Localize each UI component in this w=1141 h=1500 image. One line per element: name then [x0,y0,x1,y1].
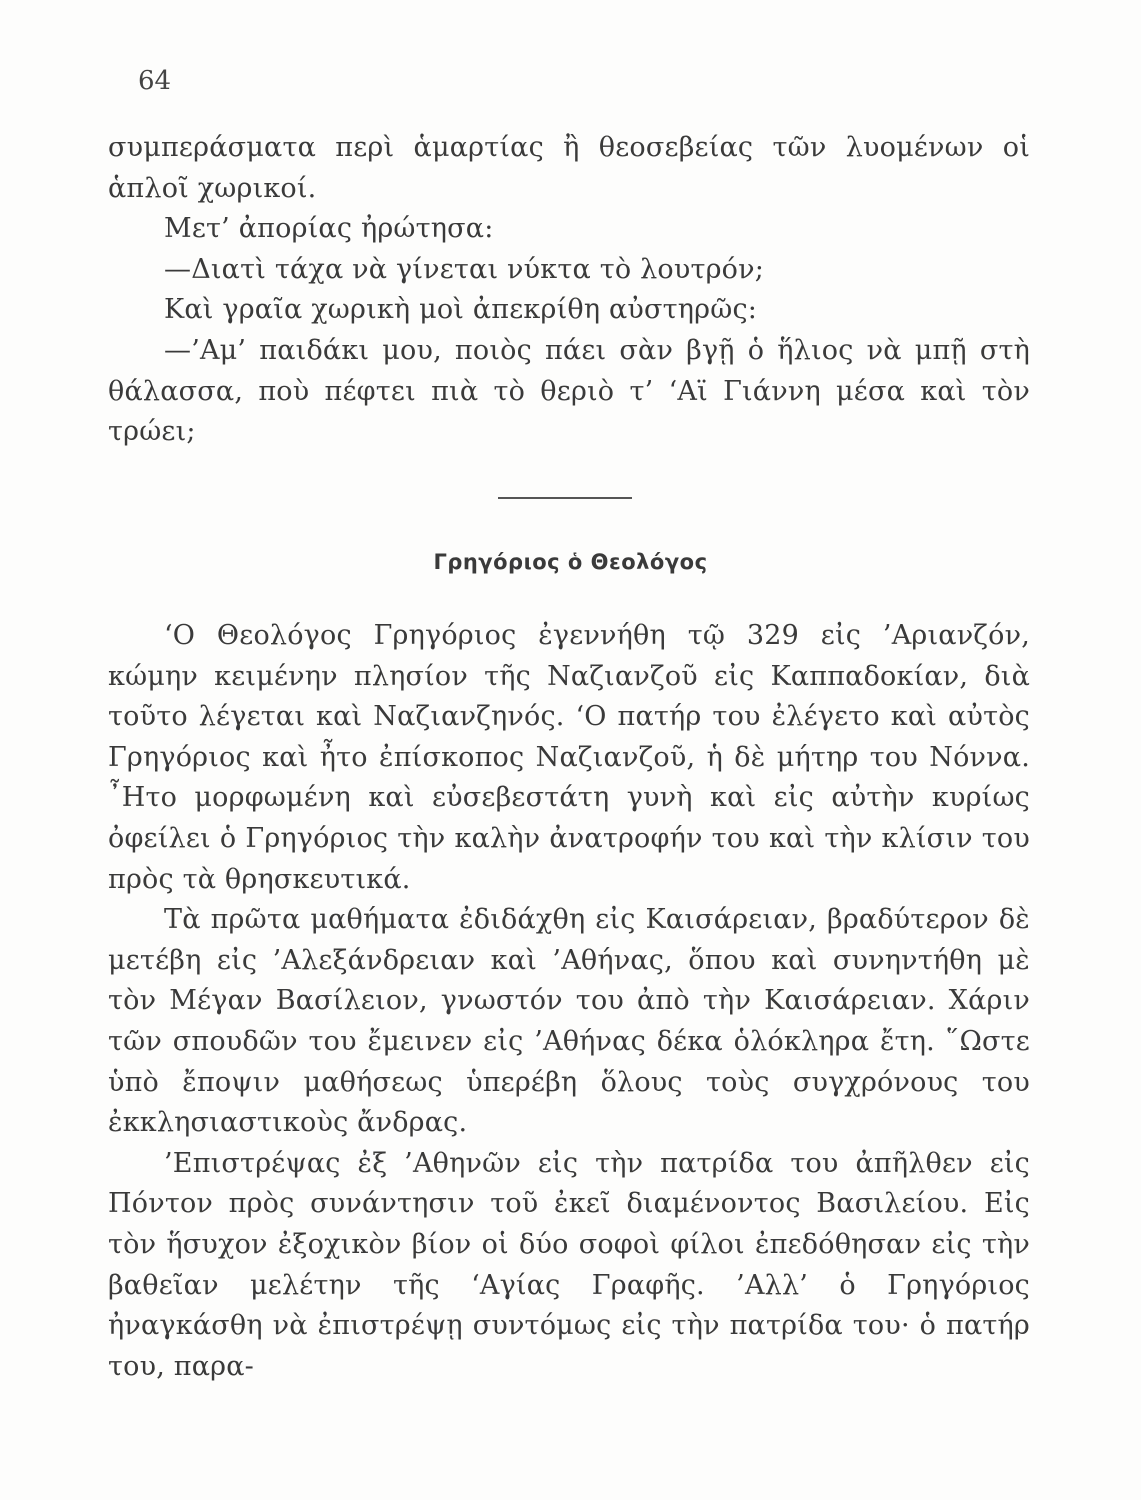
paragraph: —Διατὶ τάχα νὰ γίνεται νύκτα τὸ λουτρόν; [164,253,765,285]
paragraph: συμπεράσματα περὶ ἁμαρτίας ἢ θεοσεβείας τῶν λυομένων οἱ ἁπλοῖ χωρικοί. [108,132,1030,204]
page-number: 64 [138,66,172,96]
section-heading: Γρηγόριος ὁ Θεολόγος [433,550,708,574]
paragraph: Καὶ γραῖα χωρικὴ μοὶ ἀπεκρίθη αὐστηρῶς: [164,294,758,326]
lower-text-block [108,616,1030,1387]
paragraph: ’Επιστρέψας ἐξ ’Αθηνῶν εἰς τὴν πατρίδα του ἀπῆλθεν εἰς Πόντον πρὸς συνάντησιν τοῦ ἐκεῖ διαμένοντος Βασιλείου. Εἰς τὸν ἥσυχον ἐξοχικὸν βίον οἱ δύο σοφοὶ φίλοι ἐπεδόθησαν εἰς τὴν βαθεῖαν μελέτην τῆς ‘Αγίας Γραφῆς. ’Αλλ’ ὁ Γρηγόριος ἠναγκάσθη νὰ ἐπιστρέψῃ συντόμως εἰς τὴν πατρίδα του· ὁ πατήρ του, παρα- [108,1147,1030,1382]
upper-text-block [108,128,1030,453]
paragraph: Τὰ πρῶτα μαθήματα ἐδιδάχθη εἰς Καισάρειαν, βραδύτερον δὲ μετέβη εἰς ’Αλεξάνδρειαν καὶ ’Αθήνας, ὅπου καὶ συνηντήθη μὲ τὸν Μέγαν Βασίλειον, γνωστόν του ἀπὸ τὴν Καισάρειαν. Χάριν τῶν σπουδῶν του ἔμεινεν εἰς ’Αθήνας δέκα ὁλόκληρα ἔτη. ῞Ωστε ὑπὸ ἔποψιν μαθήσεως ὑπερέβη ὅλους τοὺς συγχρόνους του ἐκκλησιαστικοὺς ἄνδρας. [108,904,1030,1139]
paragraph: —’Αμ’ παιδάκι μου, ποιὸς πάει σὰν βγῇ ὁ ἥλιος νὰ μπῇ στὴ θάλασσα, ποὺ πέφτει πιὰ τὸ θεριὸ τ’ ‘Αϊ Γιάννη μέσα καὶ τὸν τρώει; [108,334,1030,448]
paragraph: Μετ’ ἀπορίας ἠρώτησα: [164,213,494,245]
section-divider [498,497,632,499]
paragraph: ‘Ο Θεολόγος Γρηγόριος ἐγεννήθη τῷ 329 εἰς ’Αριανζόν, κώμην κειμένην πλησίον τῆς Ναζιανζοῦ εἰς Καππαδοκίαν, διὰ τοῦτο λέγεται καὶ Ναζιανζηνός. ‘Ο πατήρ του ἐλέγετο καὶ αὐτὸς Γρηγόριος καὶ ἦτο ἐπίσκοπος Ναζιανζοῦ, ἡ δὲ μήτηρ του Νόννα. ῏Ητο μορφωμένη καὶ εὐσεβεστάτη γυνὴ καὶ εἰς αὐτὴν κυρίως ὀφείλει ὁ Γρηγόριος τὴν καλὴν ἀνατροφήν του καὶ τὴν κλίσιν του πρὸς τὰ θρησκευτικά. [108,620,1030,895]
